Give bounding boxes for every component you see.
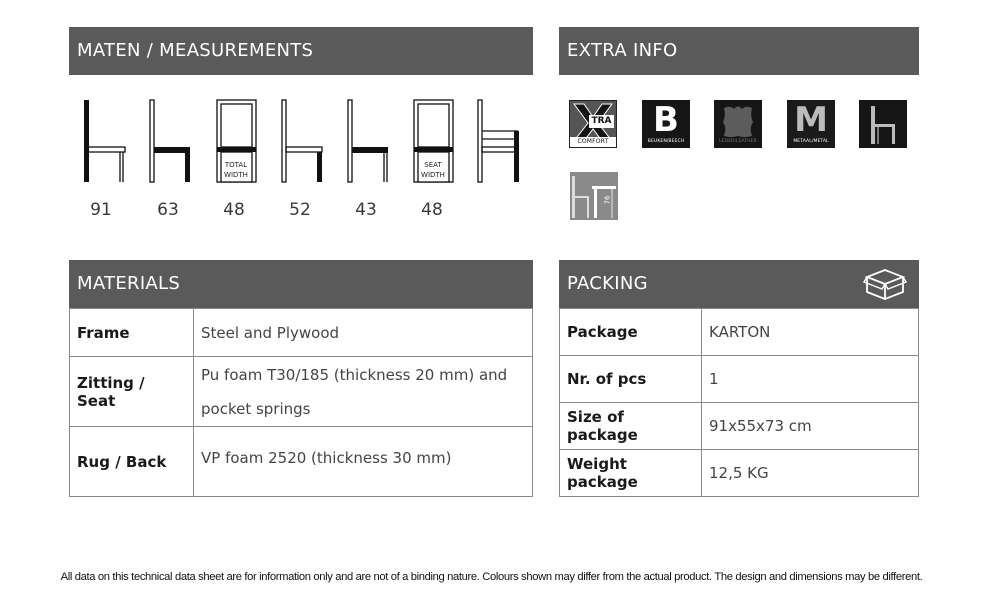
box-icon xyxy=(863,266,907,302)
materials-value: Pu foam T30/185 (thickness 20 mm) and pocket springs xyxy=(194,357,533,427)
dimension-height: 91 xyxy=(90,200,112,220)
xtra-comfort-icon: TRA COMFORT xyxy=(569,100,617,148)
extra-info-header: EXTRA INFO xyxy=(559,27,919,75)
table-row xyxy=(560,356,919,403)
packing-header xyxy=(559,260,919,308)
packing-key: Size of package xyxy=(560,403,702,450)
leather-icon: LEDER/LEATHER xyxy=(714,100,762,148)
table-row xyxy=(70,427,533,497)
materials-key: Frame xyxy=(70,309,194,357)
packing-value: KARTON xyxy=(702,309,919,356)
total-width-label: TOTAL WIDTH xyxy=(224,161,248,179)
materials-table xyxy=(69,308,533,497)
chair-height-diagram xyxy=(83,99,127,183)
table-height-icon: 76 xyxy=(570,172,618,220)
dimension-seat-height: 63 xyxy=(157,200,179,220)
dimension-seat-width: 48 xyxy=(421,200,443,220)
materials-key: Rug / Back xyxy=(70,427,194,497)
packing-value: 1 xyxy=(702,356,919,403)
packing-value: 91x55x73 cm xyxy=(702,403,919,450)
packing-table xyxy=(559,308,919,497)
disclaimer-text: All data on this technical data sheet are for information only and are not of a binding nature. Colours shown may differ from the actual product. The design and dimensions may be different. xyxy=(60,571,923,583)
table-row xyxy=(560,403,919,450)
materials-key: Zitting / Seat xyxy=(70,357,194,427)
chair-back-detail-diagram xyxy=(477,99,521,183)
table-row xyxy=(70,357,533,427)
metal-icon: M METAAL/METAL xyxy=(787,100,835,148)
chair-depth-diagram xyxy=(281,99,325,183)
packing-header-text: PACKING xyxy=(567,273,648,294)
chair-seat-height-diagram xyxy=(149,99,193,183)
packing-key: Weight package xyxy=(560,450,702,497)
beech-icon: B BEUKEN/BEECH xyxy=(642,100,690,148)
packing-key: Package xyxy=(560,309,702,356)
table-row xyxy=(560,450,919,497)
chair-seat-depth-diagram xyxy=(347,99,391,183)
table-row xyxy=(70,309,533,357)
measurements-header: MATEN / MEASUREMENTS xyxy=(69,27,533,75)
materials-value: VP foam 2520 (thickness 30 mm) xyxy=(194,427,533,497)
packing-value: 12,5 KG xyxy=(702,450,919,497)
dimension-total-width: 48 xyxy=(223,200,245,220)
dimension-depth: 52 xyxy=(289,200,311,220)
packing-key: Nr. of pcs xyxy=(560,356,702,403)
materials-value: Steel and Plywood xyxy=(194,309,533,357)
materials-header: MATERIALS xyxy=(69,260,533,308)
seat-width-label: SEAT WIDTH xyxy=(421,161,445,179)
table-row xyxy=(560,309,919,356)
dimension-seat-depth: 43 xyxy=(355,200,377,220)
chair-side-icon xyxy=(859,100,907,148)
